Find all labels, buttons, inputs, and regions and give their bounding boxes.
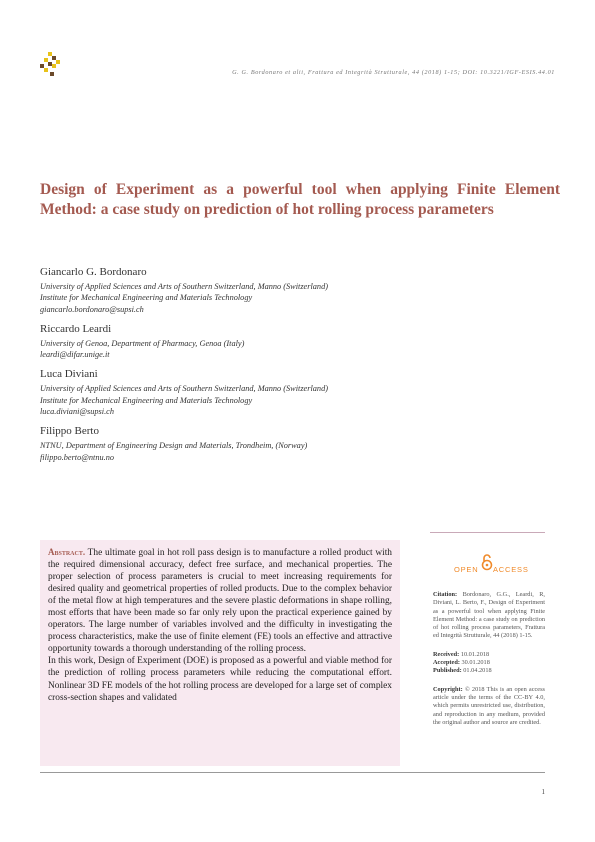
page-number: 1: [541, 788, 545, 796]
abstract-label: Abstract.: [48, 547, 86, 557]
sidebar-divider: [430, 532, 545, 533]
open-access-open-label: OPEN: [454, 565, 479, 574]
citation-block: [433, 591, 545, 641]
author-list: [40, 265, 440, 470]
article-info-sidebar: [433, 532, 545, 727]
author-name: Filippo Berto: [40, 425, 99, 438]
open-access-access-label: ACCESS: [493, 565, 529, 574]
accepted-label: Accepted:: [433, 659, 460, 667]
accepted-line: [433, 659, 545, 667]
paper-title: Design of Experiment as a powerful tool when applying Finite Element Method: a case study on prediction of hot rolling process parameters: [40, 181, 560, 218]
author-email[interactable]: luca.diviani@supsi.ch: [40, 407, 114, 417]
citation-text: Bordonaro, G.G., Leardi, R, Diviani, L. Berto, F., Design of Experiment as a powerful tool when applying Finite Element Method: a case study on prediction of hot rolling process parameters, Frattura ed Integrità Strutturale, 44 (2018) 1-15.: [433, 591, 545, 640]
received-line: [433, 651, 545, 659]
author-affiliation: Institute for Mechanical Engineering and Materials Technology: [40, 395, 253, 405]
abstract-paragraph: In this work, Design of Experiment (DOE) is proposed as a powerful and viable method for the prediction of rolling process parameters while reducing the computational effort. Nonlinear 3D FE models of the hot rolling process are developed for a large set of complex cross-section shapes and validated: [48, 656, 392, 703]
open-lock-icon: [481, 553, 493, 571]
dates-block: [433, 651, 545, 676]
received-label: Received:: [433, 650, 460, 658]
author-block: [40, 265, 440, 315]
author-email[interactable]: giancarlo.bordonaro@supsi.ch: [40, 304, 144, 314]
published-line: [433, 667, 545, 675]
author-block: [40, 322, 440, 361]
author-email[interactable]: leardi@difar.unige.it: [40, 350, 110, 360]
received-date: 10.01.2018: [460, 650, 490, 658]
author-block: [40, 424, 440, 463]
citation-label: Citation:: [433, 591, 458, 598]
running-head: G. G. Bordonaro et alii, Frattura ed Integrità Strutturale, 44 (2018) 1-15; DOI: 10.3221/IGF-ESIS.44.01: [232, 69, 555, 76]
abstract-box: [40, 540, 400, 766]
journal-logo-icon: [40, 52, 62, 78]
author-name: Luca Diviani: [40, 368, 98, 381]
published-label: Published:: [433, 667, 462, 675]
copyright-text: © 2018 This is an open access article under the terms of the CC-BY 4.0, which permits unrestricted use, distribution, and reproduction in any medium, provided the original author and source are credited.: [433, 685, 546, 726]
abstract-text: [48, 546, 392, 704]
copyright-block: [433, 686, 545, 727]
open-access-badge: [449, 547, 529, 581]
abstract-body: The ultimate goal in hot roll pass design is to manufacture a rolled product with the required dimensional accuracy, defect free surface, and mechanical properties. The proper selection of process parameters is crucial to meet increasing requirements for desired quality and geometrical properties of rolled products. Due to the complex behavior of the metal flow at high temperatures and the severe plastic deformations in shape rolling, most efforts that have been made so far only rely upon the practical experience gained by operators. The large number of variables involved and the difficulty in investigating the process characteristics, make the use of finite element (FE) tools an effective and attractive opportunity towards a thorough understanding of the rolling process.: [48, 548, 392, 655]
author-email[interactable]: filippo.berto@ntnu.no: [40, 452, 115, 462]
copyright-label: Copyright:: [433, 685, 463, 693]
accepted-date: 30.01.2018: [461, 659, 490, 667]
author-affiliation: Institute for Mechanical Engineering and Materials Technology: [40, 293, 253, 303]
author-name: Giancarlo G. Bordonaro: [40, 266, 147, 278]
author-block: [40, 367, 440, 417]
author-affiliation: NTNU, Department of Engineering Design and Materials, Trondheim, (Norway): [40, 441, 308, 451]
published-date: 01.04.2018: [463, 667, 492, 675]
author-affiliation: University of Applied Sciences and Arts of Southern Switzerland, Manno (Switzerland): [40, 282, 328, 291]
author-affiliation: University of Applied Sciences and Arts of Southern Switzerland, Manno (Switzerland): [40, 384, 328, 394]
abstract-paragraph: [48, 546, 392, 655]
footer-divider: [40, 772, 545, 773]
author-name: Riccardo Leardi: [40, 322, 112, 335]
author-affiliation: University of Genoa, Department of Pharmacy, Genoa (Italy): [40, 338, 245, 348]
